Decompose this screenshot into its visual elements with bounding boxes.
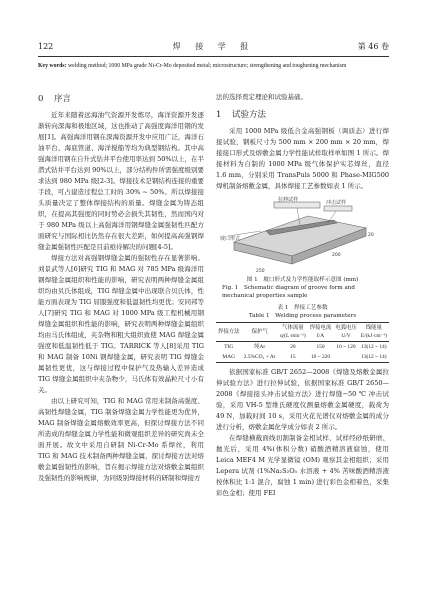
paragraph: 焊接方法对高强钢焊缝金属的强韧性存在显著影响。刘景武等人[6]研究 TIG 和 MAG 对 785 MPa 级海洋用钢焊缝金属组织和性能的影响，研究表明两种焊缝金属组织均由贝氏体组成，TIG 焊缝金属中出现联合贝氏体，性能方面表现为 TIG 屈服强度和低温韧性均更优；安同邦等人[7]研究 TIG 和 MAG 对 1000 MPa 级工程机械用钢焊缝金属组织和性能的影响，研究表明两种焊缝金属组织均由马氏体组成，夹杂物和粗大组织致使 MAG 焊缝金属强度和低温韧性低于 TIG。TARRICK 等人[8]采用 TIG 和 MAG 制备 10Ni 钢焊缝金属，研究表明 TIG 焊缝金属韧性更优，这与焊接过程中保护气及热输入差异造成 TIG 焊缝金属组织中夹杂物少，马氏体有效晶粒尺寸小有关。 [38,254,204,394]
paragraph-continued: 法的选择奠定理论和试验基础。 [216,93,307,101]
table-cell: 20 [290,344,296,350]
keywords [38,62,389,71]
figure-1 [216,194,389,276]
dimension-20: 20 [368,233,374,238]
table-header-cell: 电弧电压 U/V [333,323,358,342]
groove-schematic [216,194,389,276]
table-caption-en: Table 1 Welding process parameters [248,313,357,319]
table-cell [333,352,358,363]
label-groove: 坡口形式 [220,236,241,242]
label-tensile: 拉伸试样 [278,197,299,203]
label-impact: 冲击试样 [326,200,347,206]
section-number: 0 [38,94,44,104]
paragraph: 在焊缝横截面线切割制备金相试样，试样经砂纸研磨、抛光后，采用 4%(体积分数) 硝酸酒精溶液腐蚀，使用 Leica MEF4 M 光学显微镜 (OM) 观察其金相组织；采用 Lepera 试剂 (1%Na₂S₂O₅ 水溶液 + 4% 苦味酸酒精溶液按体积比 1:1 混合，腐蚀 1 min) 进行彩色金相着色，采集彩色金相；使用 FEI [216,434,389,497]
table-caption-cn: 表 1 焊接工艺参数 [277,305,328,311]
right-column [216,92,389,499]
table-header-row [216,323,389,342]
header-rule [38,56,389,57]
table-cell: 纯Ar [254,344,266,350]
table-cell: 150 [316,344,325,350]
table-row [216,342,389,353]
dimension-250: 250 [256,269,265,274]
paragraph: 近年来随着远海油气资源开发炼尽，海洋资源开发逐渐转向深海和极地区域，这也推动了高强度海洋用钢的发展[1]。高强海洋用钢在深海资源开发中应用广泛，海洋石油平台、海底管道、海洋搅船等均为典型钢结构。其中高强海洋用钢在自升式钻井平台使用率达到 50%以上，在半潜式钻井平台达到 90%以上，部分结构件所需强度级别要求达到 980 MPa 级[2-3]。焊接技术是钢结构连接的重要手段，可占建造过程总工时的 30% ~ 50%。所以焊接接头质量决定了整体焊接结构的质量。焊缝金属为铸态组织，在提高其强度的同时势必会损失其韧性，然而国内对于 980 MPa 级以上高强海洋用钢焊缝金属强韧性匹配方面研究与国际相比仍然存在很大差距，如何提高高强钢焊缝金属强韧性匹配是目前亟待解决的问题[4-5]。 [38,111,205,251]
table-cell: 10 ~ 220 [308,352,333,363]
figure-caption-cn: 图 1 坡口形式及力学性能取样示意图 (mm) [246,277,359,283]
table-cell: 10 ~ 120 [336,344,356,350]
section-number: 1 [216,110,222,120]
table-cell: 2.5%CO₂ + Ar [241,352,277,363]
section-heading-intro [38,92,204,106]
keywords-label: Key words: [38,63,67,69]
page-number: 122 [38,42,54,51]
running-header [38,41,389,53]
left-column [38,92,204,484]
table-header-cell: 气体流量 q/(L·min⁻¹) [278,323,308,342]
paragraph: 由以上研究可知，TIG 和 MAG 常用来制备高强度、高韧性焊缝金属，TIG 制备焊缝金属力学性能更为优异，MAG 制备焊缝金属熔敷效率更高，但探讨焊接方法不同所造成的焊缝金属力学性能和微观组织差异的研究尚未全面开展。故文中采用自研制 Ni-Cr-Mo 系焊丝，利用 TIG 和 MAG 技术制备两种焊缝金属，探讨焊接方法对熔敷金属强韧性的影响，旨在揭示焊接方法对熔敷金属组织及强韧性的影响规律，为同级别焊接材料的研制和焊接方 [38,397,204,482]
impact-specimen-shape [324,206,352,211]
table-header-cell: 线能量 E/(kJ·cm⁻¹) [359,323,389,342]
table-header-cell: 焊接电流 I/A [308,323,333,342]
journal-title: 焊 接 学 报 [172,42,255,51]
table-cell: 13(12 ~ 14) [359,352,389,363]
table-header-cell: 保护气 [241,323,277,342]
table-cell: 15 [278,352,308,363]
volume-label: 第 46 卷 [357,42,389,51]
table-cell: TIG [224,344,234,350]
keywords-text: welding method; 1000 MPa grade Ni-Cr-Mo deposited metal; microstructure; strengthening and toughening mechanism [67,63,347,69]
paragraph: 依据国家标准 GB/T 2652—2008《焊缝及熔敷金属拉伸试验方法》进行拉伸试验，依据国家标准 GB/T 2650—2008《焊接接头冲击试验方法》进行焊缝−50 ℃ 冲击试验，采用 VH-5 型维氏硬度仪测量熔敷金属硬度，载荷为 49 N，加载时间 10 s，采用火花光谱仪对熔敷金属的成分进行分析，熔敷金属化学成分如表 2 所示。 [216,368,389,431]
paragraph: 采用 1000 MPa 级低合金高强钢板（调质态）进行焊接试验，钢板尺寸为 500 mm × 200 mm × 20 mm，焊接接口形式及熔敷金属力学性能试样取样单如图 1 所示。焊接材料为自制的 1000 MPa 级气体保护实芯焊丝，直径 1.6 mm，分别采用 TransPuls 5000 和 Phase-MIG500 焊机制备熔敷金属，具体焊接工艺参数如表 1 所示。 [216,127,389,190]
dimension-200: 200 [332,253,341,258]
section-title: 试验方法 [232,110,267,120]
table-row [216,352,389,363]
section-heading-method [216,108,389,122]
table-cell: 13(12 ~ 14) [361,344,387,350]
table-1 [216,322,389,363]
section-title: 序言 [54,94,72,104]
table-cell: MAG [216,352,241,363]
figure-caption-en: Fig. 1 Schematic diagram of groove form and mechanical properties sample [222,285,355,299]
table-header-cell: 焊接方法 [216,323,241,342]
